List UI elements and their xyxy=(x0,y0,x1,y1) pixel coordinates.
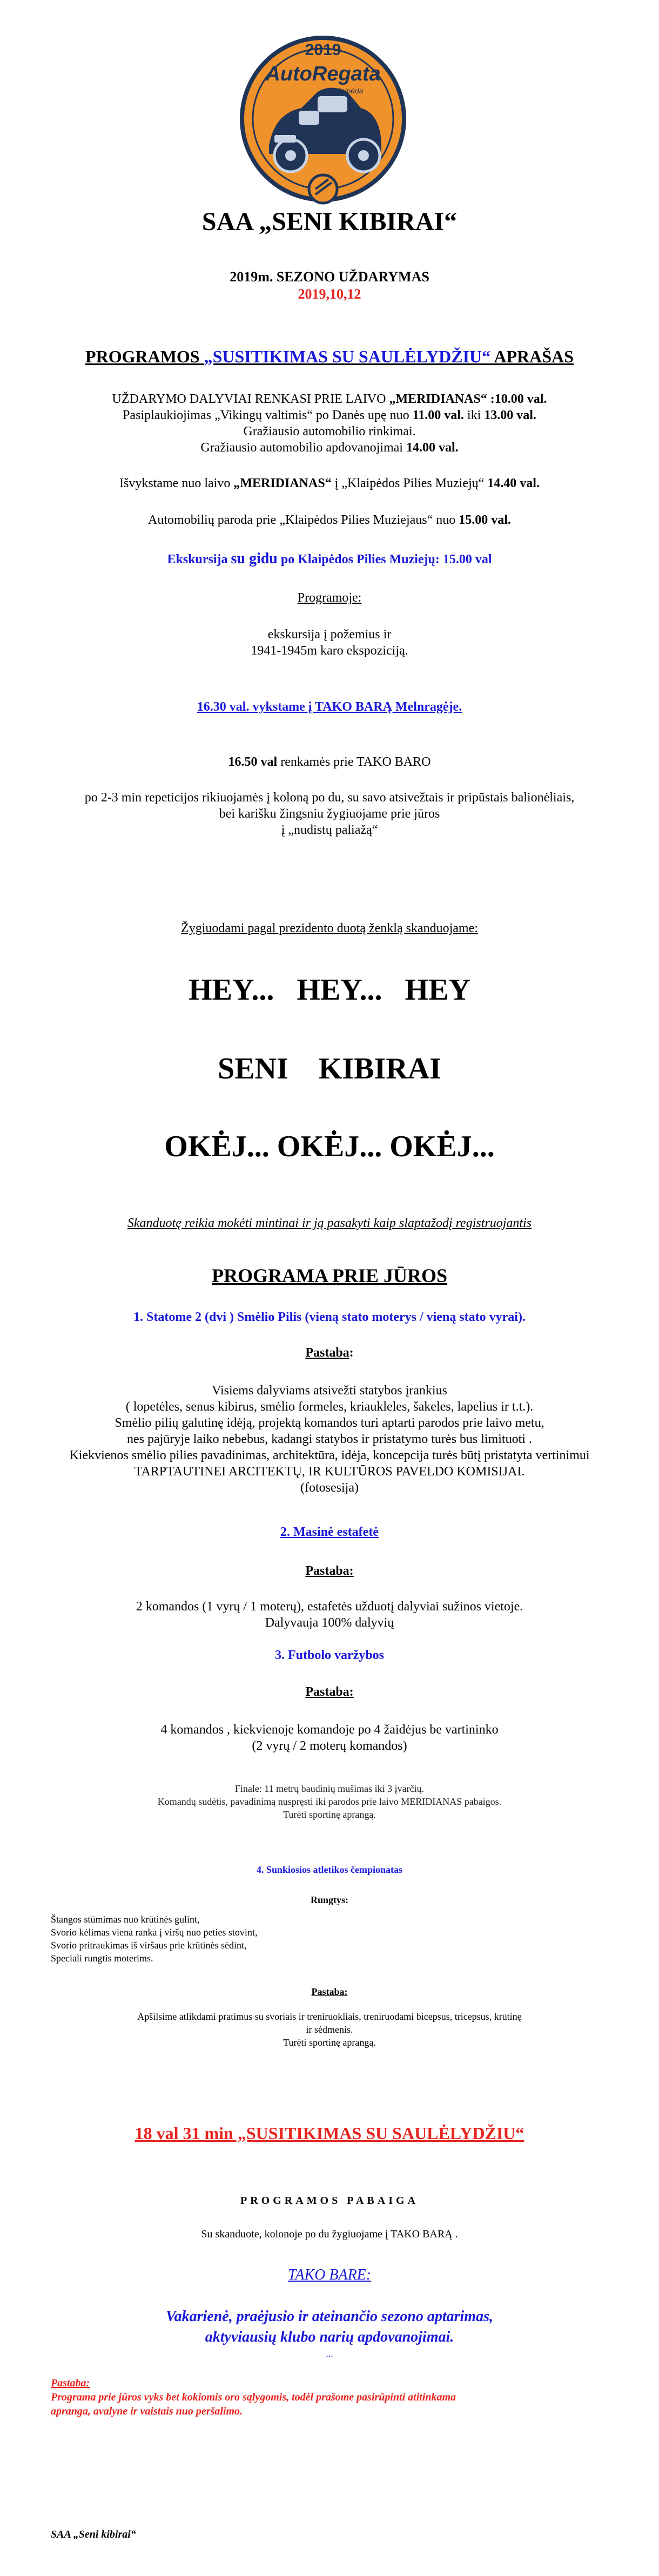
column-line-3: į „nudistų paliažą“ xyxy=(281,823,378,837)
time: 13.00 val. xyxy=(484,408,536,422)
line: (fotosesija) xyxy=(300,1481,359,1495)
program-heading-name: „SUSITIKIMAS SU SAULĖLYDŽIU“ xyxy=(204,347,491,366)
schedule-line-gathering xyxy=(0,391,659,407)
program-heading-pre: PROGRAMOS xyxy=(85,347,204,366)
time: 11.00 val. xyxy=(412,408,464,422)
text: Automobilių paroda prie „Klaipėdos Pilies Muziejaus“ nuo xyxy=(148,513,459,527)
program-heading-post: APRAŠAS xyxy=(490,347,574,366)
schedule-line-election: Gražiausio automobilio rinkimai. xyxy=(243,424,416,439)
note-colon: : xyxy=(349,1346,354,1360)
logo-name: AutoRegata xyxy=(265,63,381,85)
line: 2 komandos (1 vyrų / 1 moterų), estafetės užduotį dalyviai sužinos vietoje. xyxy=(136,1600,523,1614)
line: Speciali rungtis moterims. xyxy=(51,1953,153,1964)
event-date: 2019,10,12 xyxy=(298,286,361,302)
schedule-line-awards xyxy=(0,440,659,456)
line: Svorio pritraukimas iš viršaus prie krūtinės sėdint, xyxy=(51,1940,247,1951)
line: Dalyvauja 100% dalyvių xyxy=(265,1616,394,1630)
text: iki xyxy=(463,408,485,422)
line: Visiems dalyviams atsivežti statybos įrankius xyxy=(212,1384,447,1398)
tako-bar-line: 16.30 val. vykstame į TAKO BARĄ Melnragėje. xyxy=(197,700,462,714)
item1-note-label xyxy=(0,1345,659,1361)
programme-label: Programoje: xyxy=(297,591,362,605)
line: 4 komandos , kiekvienoje komandoje po 4 žaidėjus be vartininko xyxy=(160,1723,499,1737)
footer-signature: SAA „Seni kibirai“ xyxy=(51,2528,136,2540)
schedule-line-exhibition xyxy=(0,512,659,528)
evening-dots: ... xyxy=(326,2348,333,2359)
time: 15.00 val. xyxy=(459,513,511,527)
ship-name: „MERIDIANAS“ xyxy=(389,392,487,406)
program-end: PROGRAMOS PABAIGA xyxy=(240,2195,419,2207)
line: nes pajūryje laiko nebebus, kadangi statybos ir pristatymo turės bus limituoti . xyxy=(127,1432,532,1446)
line: Turėti sportinę aprangą. xyxy=(283,1809,376,1820)
text: UŽDARYMO DALYVIAI RENKASI PRIE LAIVO xyxy=(112,392,389,406)
item3-note-label: Pastaba: xyxy=(305,1685,354,1699)
item4-note-label: Pastaba: xyxy=(311,1986,348,1997)
season-closing: 2019m. SEZONO UŽDARYMAS xyxy=(230,269,429,285)
item-football: 3. Futbolo varžybos xyxy=(274,1648,384,1662)
programme-line-2: 1941-1945m karo ekspoziciją. xyxy=(251,644,408,658)
warning-line-1: Programa prie jūros vyks bet kokiomis oro sąlygomis, todėl prašome pasirūpinti atitinkama xyxy=(51,2391,456,2403)
item-relay: 2. Masinė estafetė xyxy=(280,1525,379,1539)
text: po Klaipėdos Pilies Muziejų: 15.00 val xyxy=(277,552,492,567)
evening-line-1: Vakarienė, praėjusio ir ateinančio sezono aptarimas, xyxy=(166,2308,493,2325)
programme-line-1: ekskursija į požemius ir xyxy=(267,628,392,642)
note-label: Pastaba xyxy=(305,1346,349,1360)
line: Kiekvienos smėlio pilies pavadinimas, architektūra, idėja, koncepcija turės būtį pristatyta vertinimui xyxy=(69,1448,590,1462)
item3-description xyxy=(0,1722,659,1754)
line: Štangos stūmimas nuo krūtinės gulint, xyxy=(51,1914,200,1925)
warning-label: Pastaba: xyxy=(51,2377,90,2389)
item1-description xyxy=(0,1383,659,1496)
column-line-2: bei karišku žingsniu žygiuojame prie jūros xyxy=(219,807,440,821)
item4-note xyxy=(0,2010,659,2049)
warning-line-2: apranga, avalyne ir vaistais nuo peršalimo. xyxy=(51,2405,243,2417)
logo-year: 2019 xyxy=(305,41,341,59)
evening-line-2: aktyviausių klubo narių apdovanojimai. xyxy=(205,2329,454,2345)
chant-note: Skanduotę reikia mokėti mintinai ir ją pasakyti kaip slaptažodį registruojantis xyxy=(127,1216,532,1230)
text: Pasiplaukiojimas „Vikingų valtimis“ po Danės upę nuo xyxy=(123,408,413,422)
text: į „Klaipėdos Pilies Muziejų“ xyxy=(331,476,488,490)
chant-line-2: SENI KIBIRAI xyxy=(218,1052,441,1085)
line: (2 vyrų / 2 moterų komandos) xyxy=(252,1739,407,1753)
logo-sub: Klaipėda xyxy=(334,86,364,95)
item-weightlifting: 4. Sunkiosios atletikos čempionatas xyxy=(256,1864,403,1875)
column-line-1: po 2-3 min repeticijos rikiuojamės į koloną po du, su savo atsivežtais ir pripūstais balionėliais, xyxy=(84,791,575,805)
schedule-line-excursion xyxy=(0,551,659,568)
page-title: SAA „SENI KIBIRAI“ xyxy=(201,207,458,236)
chant-line-1: HEY... HEY... HEY xyxy=(189,973,470,1007)
schedule-line-departure xyxy=(0,475,659,491)
text: Ekskursija xyxy=(167,552,231,567)
item2-note-label: Pastaba: xyxy=(305,1564,354,1578)
time: 14.40 val. xyxy=(487,476,540,490)
line: Komandų sudėtis, pavadinimą nuspręsti iki parodos prie laivo MERIDIANAS pabaigos. xyxy=(157,1796,502,1807)
time: :10.00 val. xyxy=(487,392,547,406)
after-program: Su skanduote, kolonoje po du žygiuojame į TAKO BARĄ . xyxy=(201,2228,458,2240)
text: renkamės prie TAKO BARO xyxy=(277,755,431,769)
sunset-title: 18 val 31 min „SUSITIKIMAS SU SAULĖLYDŽIU“ xyxy=(135,2123,524,2143)
line: Apšilsime atlikdami pratimus su svoriais ir treniruokliais, treniruodami bicepsus, tricepsus, krūtinę xyxy=(137,2011,522,2022)
item2-description xyxy=(0,1599,659,1631)
item4-events-label: Rungtys: xyxy=(310,1894,348,1905)
text: Išvykstame nuo laivo xyxy=(119,476,234,490)
time: 16.50 val xyxy=(228,755,278,769)
chant-line-3: OKĖJ... OKĖJ... OKĖJ... xyxy=(164,1130,495,1163)
text: Gražiausio automobilio apdovanojimai xyxy=(200,441,406,455)
item-sand-castles: 1. Statome 2 (dvi ) Smėlio Pilis (vieną stato moterys / vieną stato vyrai). xyxy=(133,1310,526,1324)
line: Smėlio pilių galutinę idėją, projektą komandos turi aptarti parodos prie laivo metu, xyxy=(115,1416,544,1430)
line: ir sėdmenis. xyxy=(306,2024,353,2035)
chant-intro: Žygiuodami pagal prezidento duotą ženklą skanduojame: xyxy=(181,921,478,935)
program-heading xyxy=(0,346,659,367)
gathering-tako xyxy=(0,754,659,770)
sea-program-heading: PROGRAMA PRIE JŪROS xyxy=(211,1265,447,1286)
line: Svorio kėlimas viena ranka į viršų nuo peties stovint, xyxy=(51,1927,258,1938)
line: Turėti sportinę aprangą. xyxy=(283,2037,376,2048)
autoregata-logo xyxy=(237,32,409,205)
item4-events xyxy=(51,1913,257,1965)
schedule-line-boats xyxy=(0,407,659,423)
line: Finale: 11 metrų baudinių mušimas iki 3 įvarčių. xyxy=(234,1783,425,1794)
line: ( lopetėles, senus kibirus, smėlio formeles, kriaukleles, šakeles, lapelius ir t.t.). xyxy=(125,1400,534,1414)
time: 14.00 val. xyxy=(406,441,459,455)
line: TARPTAUTINEI ARCITEKTŲ, IR KULTŪROS PAVELDO KOMISIJAI. xyxy=(134,1465,525,1479)
item3-details xyxy=(0,1782,659,1821)
text: su gidu xyxy=(231,550,278,567)
tako-bar-label: TAKO BARE: xyxy=(287,2267,372,2283)
ship-name: „MERIDIANAS“ xyxy=(233,476,332,490)
